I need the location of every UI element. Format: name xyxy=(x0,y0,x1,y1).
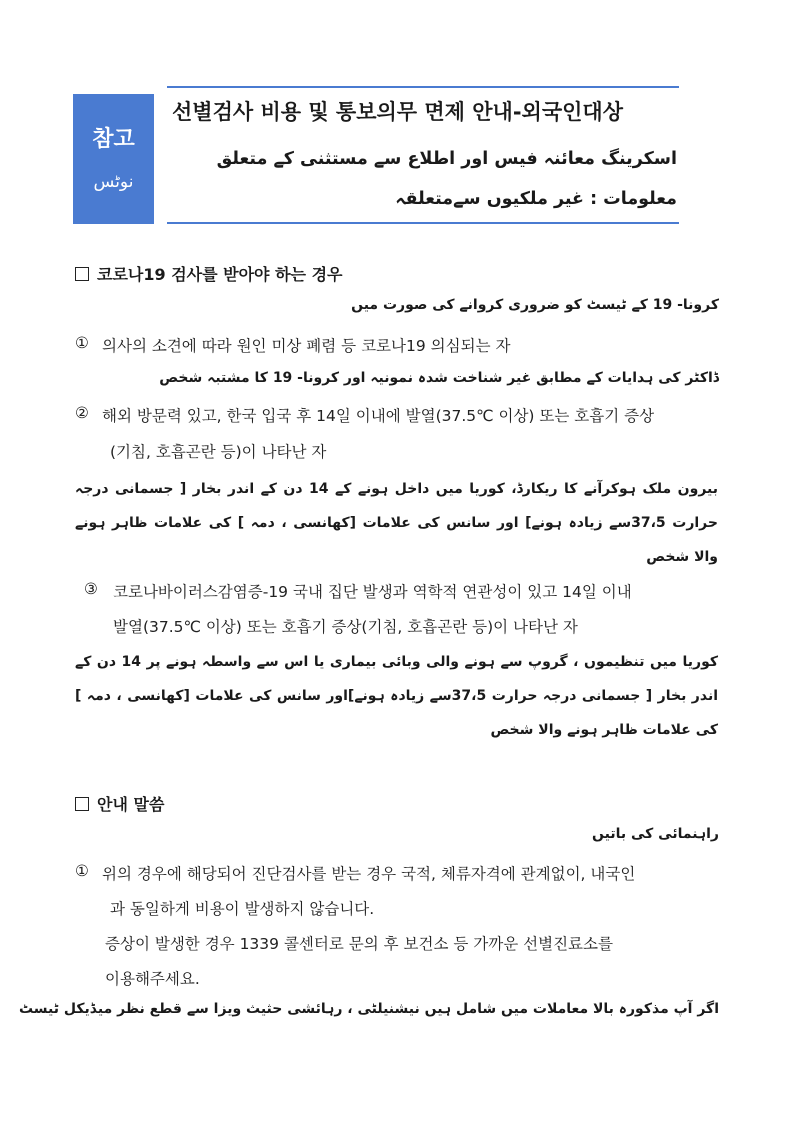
item3-text-ur: کوریا میں تنظیموں ، گروپ سے ہونے والی وبائی بیماری یا اس سے واسطہ ہونے پر 14 دن کے اندر بخار [ جسمانی درجہ حرارت 37،5سے زیادہ ہونے]اور سانس کی علامات [کھانسی ، دمہ ] کی علامات ظاہر ہونے والا شخص xyxy=(75,654,719,738)
badge-label-ko: 참고 xyxy=(92,127,135,152)
section2-heading: 안내 말씀 xyxy=(75,792,164,815)
page-title-ur: اسکرینگ معائنہ فیس اور اطلاع سے مستثنی کے متعلق معلومات : غیر ملکیوں سےمتعلقہ xyxy=(216,149,677,209)
item-number: ① xyxy=(75,334,89,352)
guide-item1-text-ko-line1: 위의 경우에 해당되어 진단검사를 받는 경우 국적, 체류자격에 관계없이, 내국인 xyxy=(102,865,636,883)
section1-heading: 코로나19 검사를 받아야 하는 경우 xyxy=(75,262,342,285)
guide-item1-text-ko-line2: 과 동일하게 비용이 발생하지 않습니다. xyxy=(110,900,375,918)
checkbox-square-icon xyxy=(75,267,89,281)
title-bottom-rule xyxy=(167,222,679,224)
guide-item1-text-ko-line3: 증상이 발생한 경우 1339 콜센터로 문의 후 보건소 등 가까운 선별진료소를 xyxy=(105,935,613,953)
item-number: ① xyxy=(75,862,89,880)
badge-label-ur: نوٹس xyxy=(93,172,134,192)
page-title-ko: 선별검사 비용 및 통보의무 면제 안내-외국인대상 xyxy=(172,100,623,124)
checkbox-square-icon xyxy=(75,797,89,811)
section1-heading-ur: کرونا- 19 کے ٹیسٹ کو ضروری کروانے کی صورت میں xyxy=(351,297,719,313)
item-number: ③ xyxy=(84,580,98,598)
item2-text-ur: بیرون ملک ہوکرآنے کا ریکارڈ، کوریا میں داخل ہونے کے 14 دن کے اندر بخار [ جسمانی درجہ حرارت 37،5سے زیادہ ہونے] اور سانس کی علامات [کھانسی ، دمہ ] کی علامات ظاہر ہونے والا شخص xyxy=(75,481,718,565)
item1-text-ko: 의사의 소견에 따라 원인 미상 폐렴 등 코로나19 의심되는 자 xyxy=(102,337,511,355)
item3-text-ko-line1: 코로나바이러스감염증-19 국내 집단 발생과 역학적 연관성이 있고 14일 이내 xyxy=(113,583,632,601)
item2-text-ko-line2: (기침, 호흡곤란 등)이 나타난 자 xyxy=(110,443,327,461)
notice-badge xyxy=(73,94,154,224)
item-number: ② xyxy=(75,404,89,422)
item3-text-ko-line2: 발열(37.5℃ 이상) 또는 호흡기 증상(기침, 호흡곤란 등)이 나타난 자 xyxy=(113,618,578,636)
title-top-rule xyxy=(167,86,679,88)
guide-item1-text-ko-line4: 이용해주세요. xyxy=(105,970,200,988)
item1-text-ur: ڈاکٹر کی ہدایات کے مطابق غیر شناخت شدہ نمونیہ اور کرونا- 19 کا مشتبہ شخص xyxy=(159,370,719,386)
item2-text-ko-line1: 해외 방문력 있고, 한국 입국 후 14일 이내에 발열(37.5℃ 이상) 또는 호흡기 증상 xyxy=(102,407,655,425)
guide-item1-text-ur: اگر آپ مذکورہ بالا معاملات میں شامل ہیں نیشنیلٹی ، رہائشی حثیث ویزا سے قطع نظر میڈیکل ٹیسٹ xyxy=(18,1001,719,1017)
section2-heading-ur: راہنمائی کی باتیں xyxy=(592,826,719,842)
